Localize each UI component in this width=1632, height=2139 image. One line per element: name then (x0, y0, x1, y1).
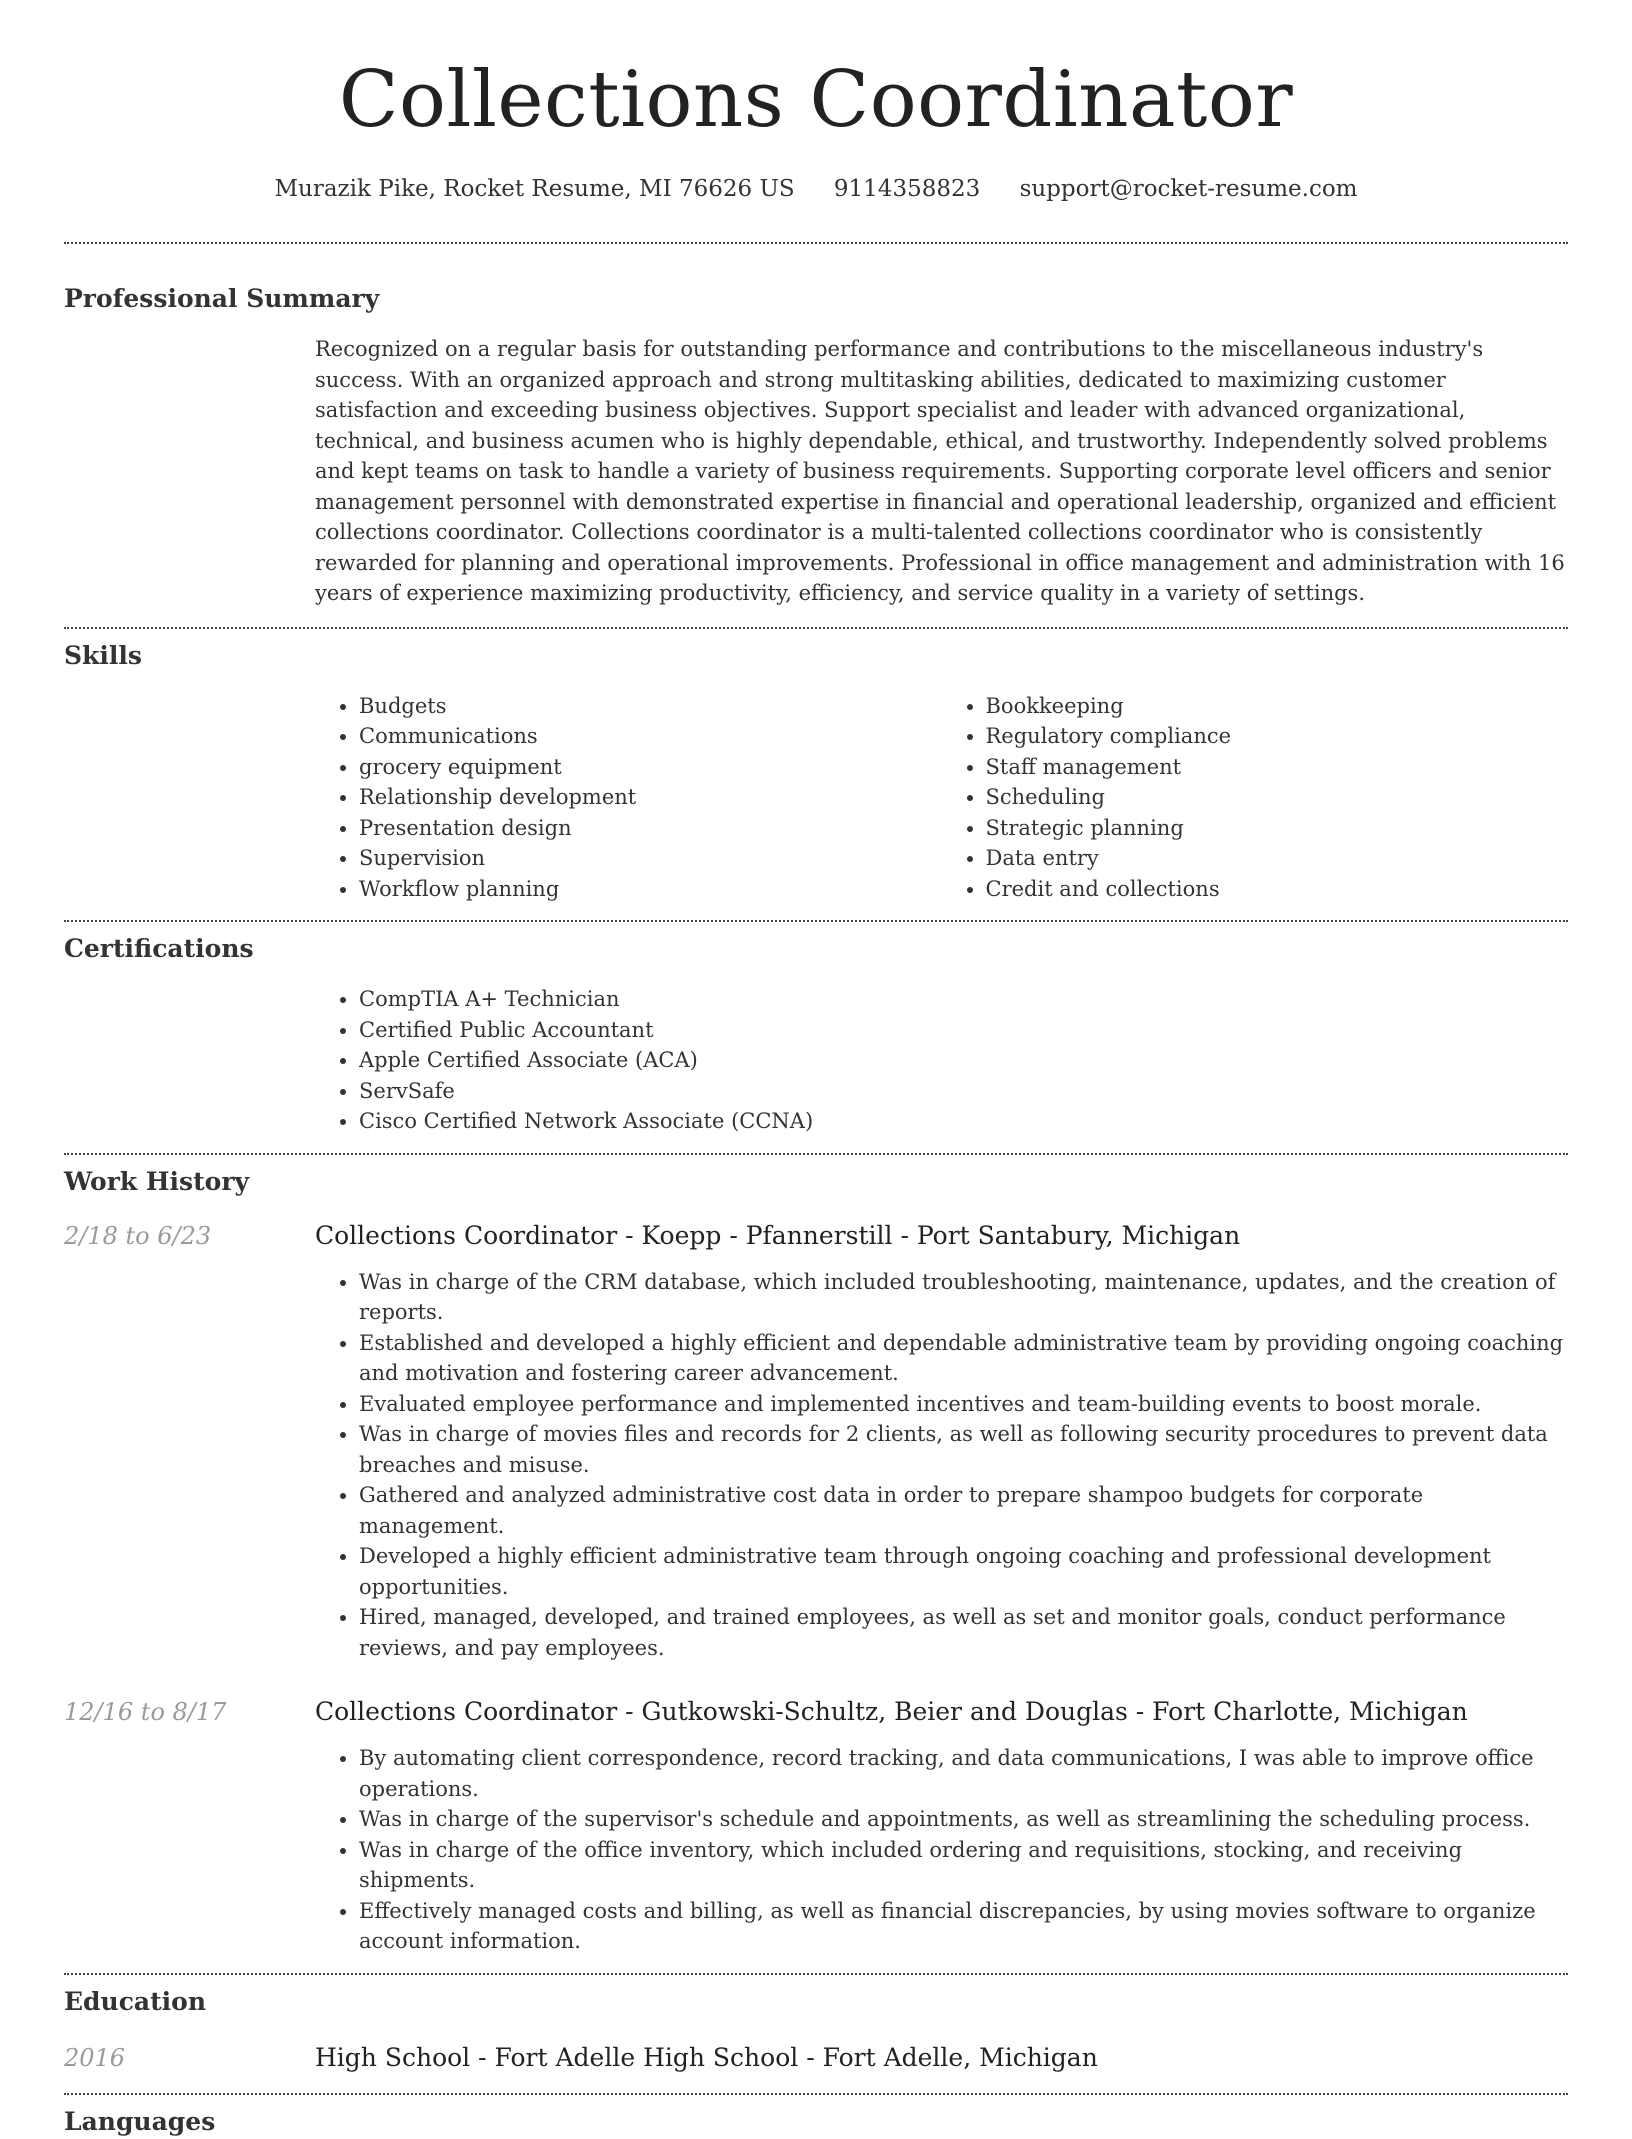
resume-page (64, 0, 1568, 2139)
section-heading-summary: Professional Summary (64, 284, 380, 313)
job-title: Collections Coordinator - Gutkowski-Schultz, Beier and Douglas - Fort Charlotte, Michigan (315, 1697, 1468, 1726)
list-item: • Bookkeeping (986, 691, 1569, 722)
list-item: • Budgets (359, 691, 942, 722)
divider (64, 2093, 1568, 2095)
job-entry (64, 1695, 1568, 1957)
skills-section (64, 639, 1568, 905)
job-dates: 12/16 to 8/17 (64, 1698, 227, 1726)
list-item: • Was in charge of the CRM database, which included troubleshooting, maintenance, updates, and the creation of reports. (359, 1267, 1568, 1328)
list-item: • Strategic planning (986, 813, 1569, 844)
list-item: • Staff management (986, 752, 1569, 783)
list-item: • Regulatory compliance (986, 721, 1569, 752)
address: Murazik Pike, Rocket Resume, MI 76626 US (274, 176, 795, 202)
certifications-list (315, 984, 1568, 1137)
list-item: • Evaluated employee performance and implemented incentives and team-building events to boost morale. (359, 1389, 1568, 1420)
divider (64, 627, 1568, 629)
job-bullets (315, 1267, 1568, 1664)
resume-title: Collections Coordinator (338, 55, 1294, 145)
list-item: • Data entry (986, 843, 1569, 874)
summary-section (64, 282, 1568, 609)
contact-info (64, 172, 1568, 206)
job-dates: 2/18 to 6/23 (64, 1221, 212, 1250)
education-title: High School - Fort Adelle High School - Fort Adelle, Michigan (315, 2042, 1098, 2072)
list-item: • Cisco Certified Network Associate (CCNA) (359, 1106, 1568, 1137)
skills-list-left (315, 691, 942, 905)
phone: 9114358823 (833, 176, 981, 202)
skills-content (315, 691, 1568, 905)
list-item: • Communications (359, 721, 942, 752)
languages-section (64, 2105, 1568, 2139)
list-item: • Certified Public Accountant (359, 1015, 1568, 1046)
job-bullets (315, 1743, 1568, 1957)
education-year: 2016 (64, 2043, 126, 2072)
divider (64, 1973, 1568, 1975)
section-heading-certifications: Certifications (64, 934, 254, 963)
list-item: • Gathered and analyzed administrative cost data in order to prepare shampoo budgets for corporate management. (359, 1480, 1568, 1541)
list-item: • Was in charge of the supervisor's schedule and appointments, as well as streamlining the scheduling process. (359, 1804, 1568, 1835)
job-bullet-list (315, 1743, 1568, 1957)
certifications-content (315, 984, 1568, 1137)
job-header (64, 1219, 1568, 1253)
list-item: • Was in charge of movies files and records for 2 clients, as well as following security procedures to prevent data breaches and misuse. (359, 1419, 1568, 1480)
section-heading-skills: Skills (64, 640, 142, 670)
list-item: • Supervision (359, 843, 942, 874)
list-item: • Hired, managed, developed, and trained employees, as well as set and monitor goals, conduct performance reviews, and pay employees. (359, 1602, 1568, 1663)
divider (64, 242, 1568, 244)
list-item: • grocery equipment (359, 752, 942, 783)
job-bullet-list (315, 1267, 1568, 1664)
job-header (64, 1695, 1568, 1729)
certifications-section (64, 932, 1568, 1137)
email[interactable]: support@rocket-resume.com (1019, 176, 1358, 202)
list-item: • Established and developed a highly efficient and dependable administrative team by providing ongoing coaching and motivation and fostering career advancement. (359, 1328, 1568, 1389)
list-item: • By automating client correspondence, record tracking, and data communications, I was able to improve office operations. (359, 1743, 1568, 1804)
divider (64, 1153, 1568, 1155)
education-entry (64, 2041, 1568, 2075)
list-item: • Presentation design (359, 813, 942, 844)
list-item: • Developed a highly efficient administrative team through ongoing coaching and professional development opportunities. (359, 1541, 1568, 1602)
section-heading-education: Education (64, 1986, 207, 2016)
list-item: • CompTIA A+ Technician (359, 984, 1568, 1015)
divider (64, 920, 1568, 922)
list-item: • Was in charge of the office inventory, which included ordering and requisitions, stocking, and receiving shipments. (359, 1835, 1568, 1896)
list-item: • Workflow planning (359, 874, 942, 905)
list-item: • Scheduling (986, 782, 1569, 813)
education-section (64, 1985, 1568, 2075)
work-history-section (64, 1165, 1568, 1957)
section-heading-work-history: Work History (64, 1166, 250, 1196)
job-title: Collections Coordinator - Koepp - Pfannerstill - Port Santabury, Michigan (315, 1220, 1241, 1250)
summary-content (315, 334, 1568, 609)
list-item: • Apple Certified Associate (ACA) (359, 1045, 1568, 1076)
list-item: • ServSafe (359, 1076, 1568, 1107)
job-entry (64, 1219, 1568, 1664)
section-heading-languages: Languages (64, 2106, 216, 2136)
summary-text: Recognized on a regular basis for outstanding performance and contributions to the miscellaneous industry's success. With an organized approach and strong multitasking abilities, dedicated to maximizing customer satisfaction and exceeding business objectives. Support specialist and leader with advanced organizational, technical, and business acumen who is highly dependable, ethical, and trustworthy. Independently solved problems and kept teams on task to handle a variety of business requirements. Supporting corporate level officers and senior management personnel with demonstrated expertise in financial and operational leadership, organized and efficient collections coordinator. Collections coordinator is a multi-talented collections coordinator who is consistently rewarded for planning and operational improvements. Professional in office management and administration with 16 years of experience maximizing productivity, efficiency, and service quality in a variety of settings. (315, 337, 1565, 605)
list-item: • Relationship development (359, 782, 942, 813)
list-item: • Credit and collections (986, 874, 1569, 905)
list-item: • Effectively managed costs and billing, as well as financial discrepancies, by using movies software to organize account information. (359, 1896, 1568, 1957)
skills-list-right (942, 691, 1569, 905)
